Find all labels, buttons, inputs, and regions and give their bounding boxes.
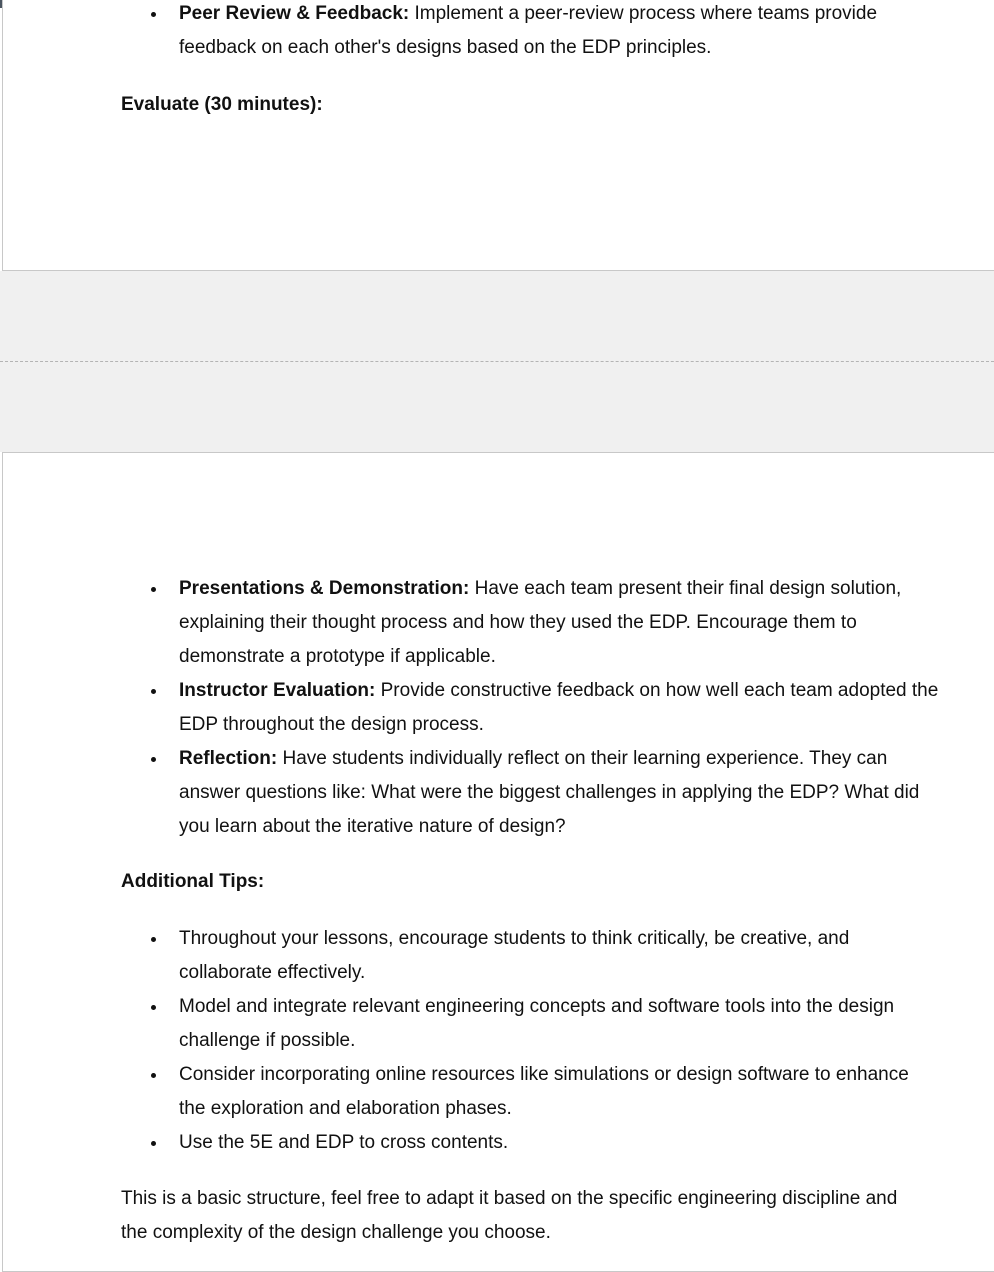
document-page-1 xyxy=(2,0,994,271)
list-item xyxy=(121,742,939,844)
closing-paragraph: This is a basic structure, feel free to adapt it based on the specific engineering discipline and the complexity of the design challenge you choose. xyxy=(121,1188,898,1243)
list-item-text: Implement a peer-review process where teams provide feedback on each other's designs based on the EDP principles. xyxy=(179,3,878,58)
evaluate-list xyxy=(121,572,939,844)
additional-tips-heading: Additional Tips: xyxy=(121,871,265,892)
list-item: Consider incorporating online resources like simulations or design software to enhance the exploration and elaboration phases. xyxy=(121,1058,939,1126)
document-page-2 xyxy=(2,452,994,1272)
list-item xyxy=(121,674,939,742)
list-item-label: Peer Review & Feedback: xyxy=(179,3,410,24)
evaluate-heading: Evaluate (30 minutes): xyxy=(121,94,323,115)
list-item xyxy=(121,572,939,674)
list-item-label: Reflection: xyxy=(179,748,278,769)
list-item: Throughout your lessons, encourage students to think critically, be creative, and collaborate effectively. xyxy=(121,922,939,990)
peer-review-list xyxy=(121,0,939,65)
list-item xyxy=(121,0,939,65)
list-item-text: Have students individually reflect on their learning experience. They can answer questions like: What were the biggest challenges in applying the EDP? What did you learn about the iterative nature of design? xyxy=(179,748,920,837)
list-item: Use the 5E and EDP to cross contents. xyxy=(121,1126,939,1160)
list-item: Model and integrate relevant engineering concepts and software tools into the design challenge if possible. xyxy=(121,990,939,1058)
tips-list xyxy=(121,922,939,1160)
list-item-text: Have each team present their final design solution, explaining their thought process and how they used the EDP. Encourage them to demonstrate a prototype if applicable. xyxy=(179,578,902,667)
page-break-line xyxy=(0,361,994,362)
list-item-text: Provide constructive feedback on how well each team adopted the EDP throughout the design process. xyxy=(179,680,939,735)
list-item-label: Instructor Evaluation: xyxy=(179,680,376,701)
list-item-label: Presentations & Demonstration: xyxy=(179,578,470,599)
